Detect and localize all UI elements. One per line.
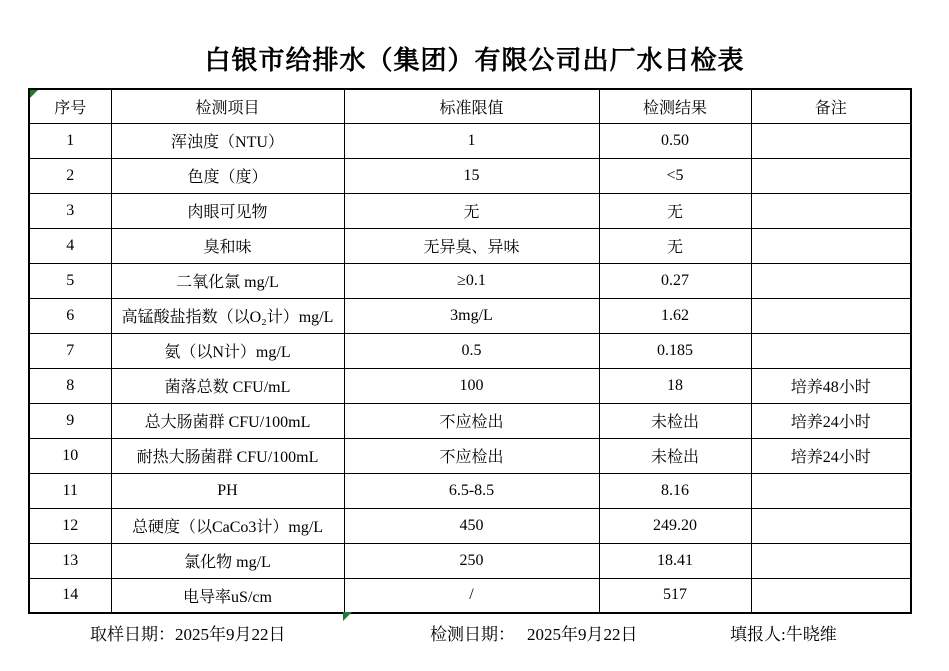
sampling-date — [90, 620, 286, 645]
table-cell: 14 — [29, 578, 111, 613]
table-row — [29, 508, 911, 543]
table-row — [29, 123, 911, 158]
table-cell — [751, 543, 911, 578]
table-cell: 肉眼可见物 — [111, 193, 344, 228]
test-date-label: 检测日期： — [430, 625, 515, 644]
table-cell — [751, 263, 911, 298]
page-title: 白银市给排水（集团）有限公司出厂水日检表 — [204, 46, 745, 75]
table-cell — [751, 123, 911, 158]
table-cell: 无异臭、异味 — [344, 228, 599, 263]
table-cell: 3 — [29, 193, 111, 228]
table-cell: PH — [111, 473, 344, 508]
table-cell: 5 — [29, 263, 111, 298]
table-cell: 1 — [29, 123, 111, 158]
table-row — [29, 438, 911, 473]
table-cell: 电导率uS/cm — [111, 578, 344, 613]
table-cell: 450 — [344, 508, 599, 543]
table-cell: 7 — [29, 333, 111, 368]
table-cell: 1 — [344, 123, 599, 158]
table-cell: 15 — [344, 158, 599, 193]
table-cell: 2 — [29, 158, 111, 193]
table-cell: 249.20 — [599, 508, 751, 543]
table-cell: 18 — [599, 368, 751, 403]
table-cell: 总硬度（以CaCo3计）mg/L — [111, 508, 344, 543]
table-cell: 不应检出 — [344, 403, 599, 438]
table-cell — [751, 473, 911, 508]
table-row — [29, 193, 911, 228]
table-row — [29, 333, 911, 368]
table-cell: 100 — [344, 368, 599, 403]
table-cell: 6 — [29, 298, 111, 333]
table-cell: 10 — [29, 438, 111, 473]
footer — [0, 620, 949, 648]
table-cell: 培养24小时 — [751, 403, 911, 438]
header-note: 备注 — [751, 89, 911, 123]
table-cell: 氯化物 mg/L — [111, 543, 344, 578]
reporter-value: 牛晓维 — [785, 625, 837, 644]
table-row — [29, 228, 911, 263]
sampling-date-label: 取样日期： — [90, 625, 175, 644]
table-cell: 高锰酸盐指数（以O₂计）mg/L — [111, 298, 344, 333]
table-cell — [751, 158, 911, 193]
table-cell — [751, 228, 911, 263]
table-row — [29, 543, 911, 578]
table-cell — [751, 578, 911, 613]
header-item: 检测项目 — [111, 89, 344, 123]
table-cell: 3mg/L — [344, 298, 599, 333]
table-cell: 12 — [29, 508, 111, 543]
table-cell: 未检出 — [599, 403, 751, 438]
table-cell: 培养24小时 — [751, 438, 911, 473]
table-cell: 517 — [599, 578, 751, 613]
table-cell: ≥0.1 — [344, 263, 599, 298]
header-row — [29, 89, 911, 123]
table-cell: 6.5-8.5 — [344, 473, 599, 508]
table-cell: 4 — [29, 228, 111, 263]
test-date — [430, 620, 638, 645]
table-cell: 培养48小时 — [751, 368, 911, 403]
table-cell: 8.16 — [599, 473, 751, 508]
header-limit: 标准限值 — [344, 89, 599, 123]
header-result: 检测结果 — [599, 89, 751, 123]
table-cell: 18.41 — [599, 543, 751, 578]
table-cell — [751, 193, 911, 228]
table-cell: 9 — [29, 403, 111, 438]
table-cell: 0.27 — [599, 263, 751, 298]
table-cell — [751, 508, 911, 543]
table-cell: 1.62 — [599, 298, 751, 333]
table-cell: 8 — [29, 368, 111, 403]
table-cell: 不应检出 — [344, 438, 599, 473]
inspection-table — [28, 88, 912, 614]
table-row — [29, 403, 911, 438]
table-cell: 0.5 — [344, 333, 599, 368]
test-date-value: 2025年9月22日 — [527, 625, 638, 644]
table-cell: 氨（以N计）mg/L — [111, 333, 344, 368]
excel-corner-marker-icon — [30, 90, 38, 98]
table-cell: 0.185 — [599, 333, 751, 368]
table-cell: 菌落总数 CFU/mL — [111, 368, 344, 403]
reporter-label: 填报人: — [730, 625, 786, 644]
table-cell: 0.50 — [599, 123, 751, 158]
table-cell: 臭和味 — [111, 228, 344, 263]
table-cell: 13 — [29, 543, 111, 578]
header-seq: 序号 — [29, 89, 111, 123]
table-cell: 浑浊度（NTU） — [111, 123, 344, 158]
table-cell: 无 — [344, 193, 599, 228]
table-cell: 耐热大肠菌群 CFU/100mL — [111, 438, 344, 473]
table-row — [29, 473, 911, 508]
table-cell: <5 — [599, 158, 751, 193]
table-cell: 11 — [29, 473, 111, 508]
table-cell: 总大肠菌群 CFU/100mL — [111, 403, 344, 438]
table-row — [29, 158, 911, 193]
table-row — [29, 298, 911, 333]
table-cell: 250 — [344, 543, 599, 578]
table-cell — [751, 298, 911, 333]
table-cell — [751, 333, 911, 368]
sampling-date-value: 2025年9月22日 — [175, 625, 286, 644]
table-cell: 无 — [599, 228, 751, 263]
table-cell: 无 — [599, 193, 751, 228]
reporter — [730, 620, 837, 645]
table-row — [29, 263, 911, 298]
table-cell: 未检出 — [599, 438, 751, 473]
table-row — [29, 578, 911, 613]
table-cell: / — [344, 578, 599, 613]
table-row — [29, 368, 911, 403]
table-cell: 色度（度） — [111, 158, 344, 193]
table-cell: 二氧化氯 mg/L — [111, 263, 344, 298]
